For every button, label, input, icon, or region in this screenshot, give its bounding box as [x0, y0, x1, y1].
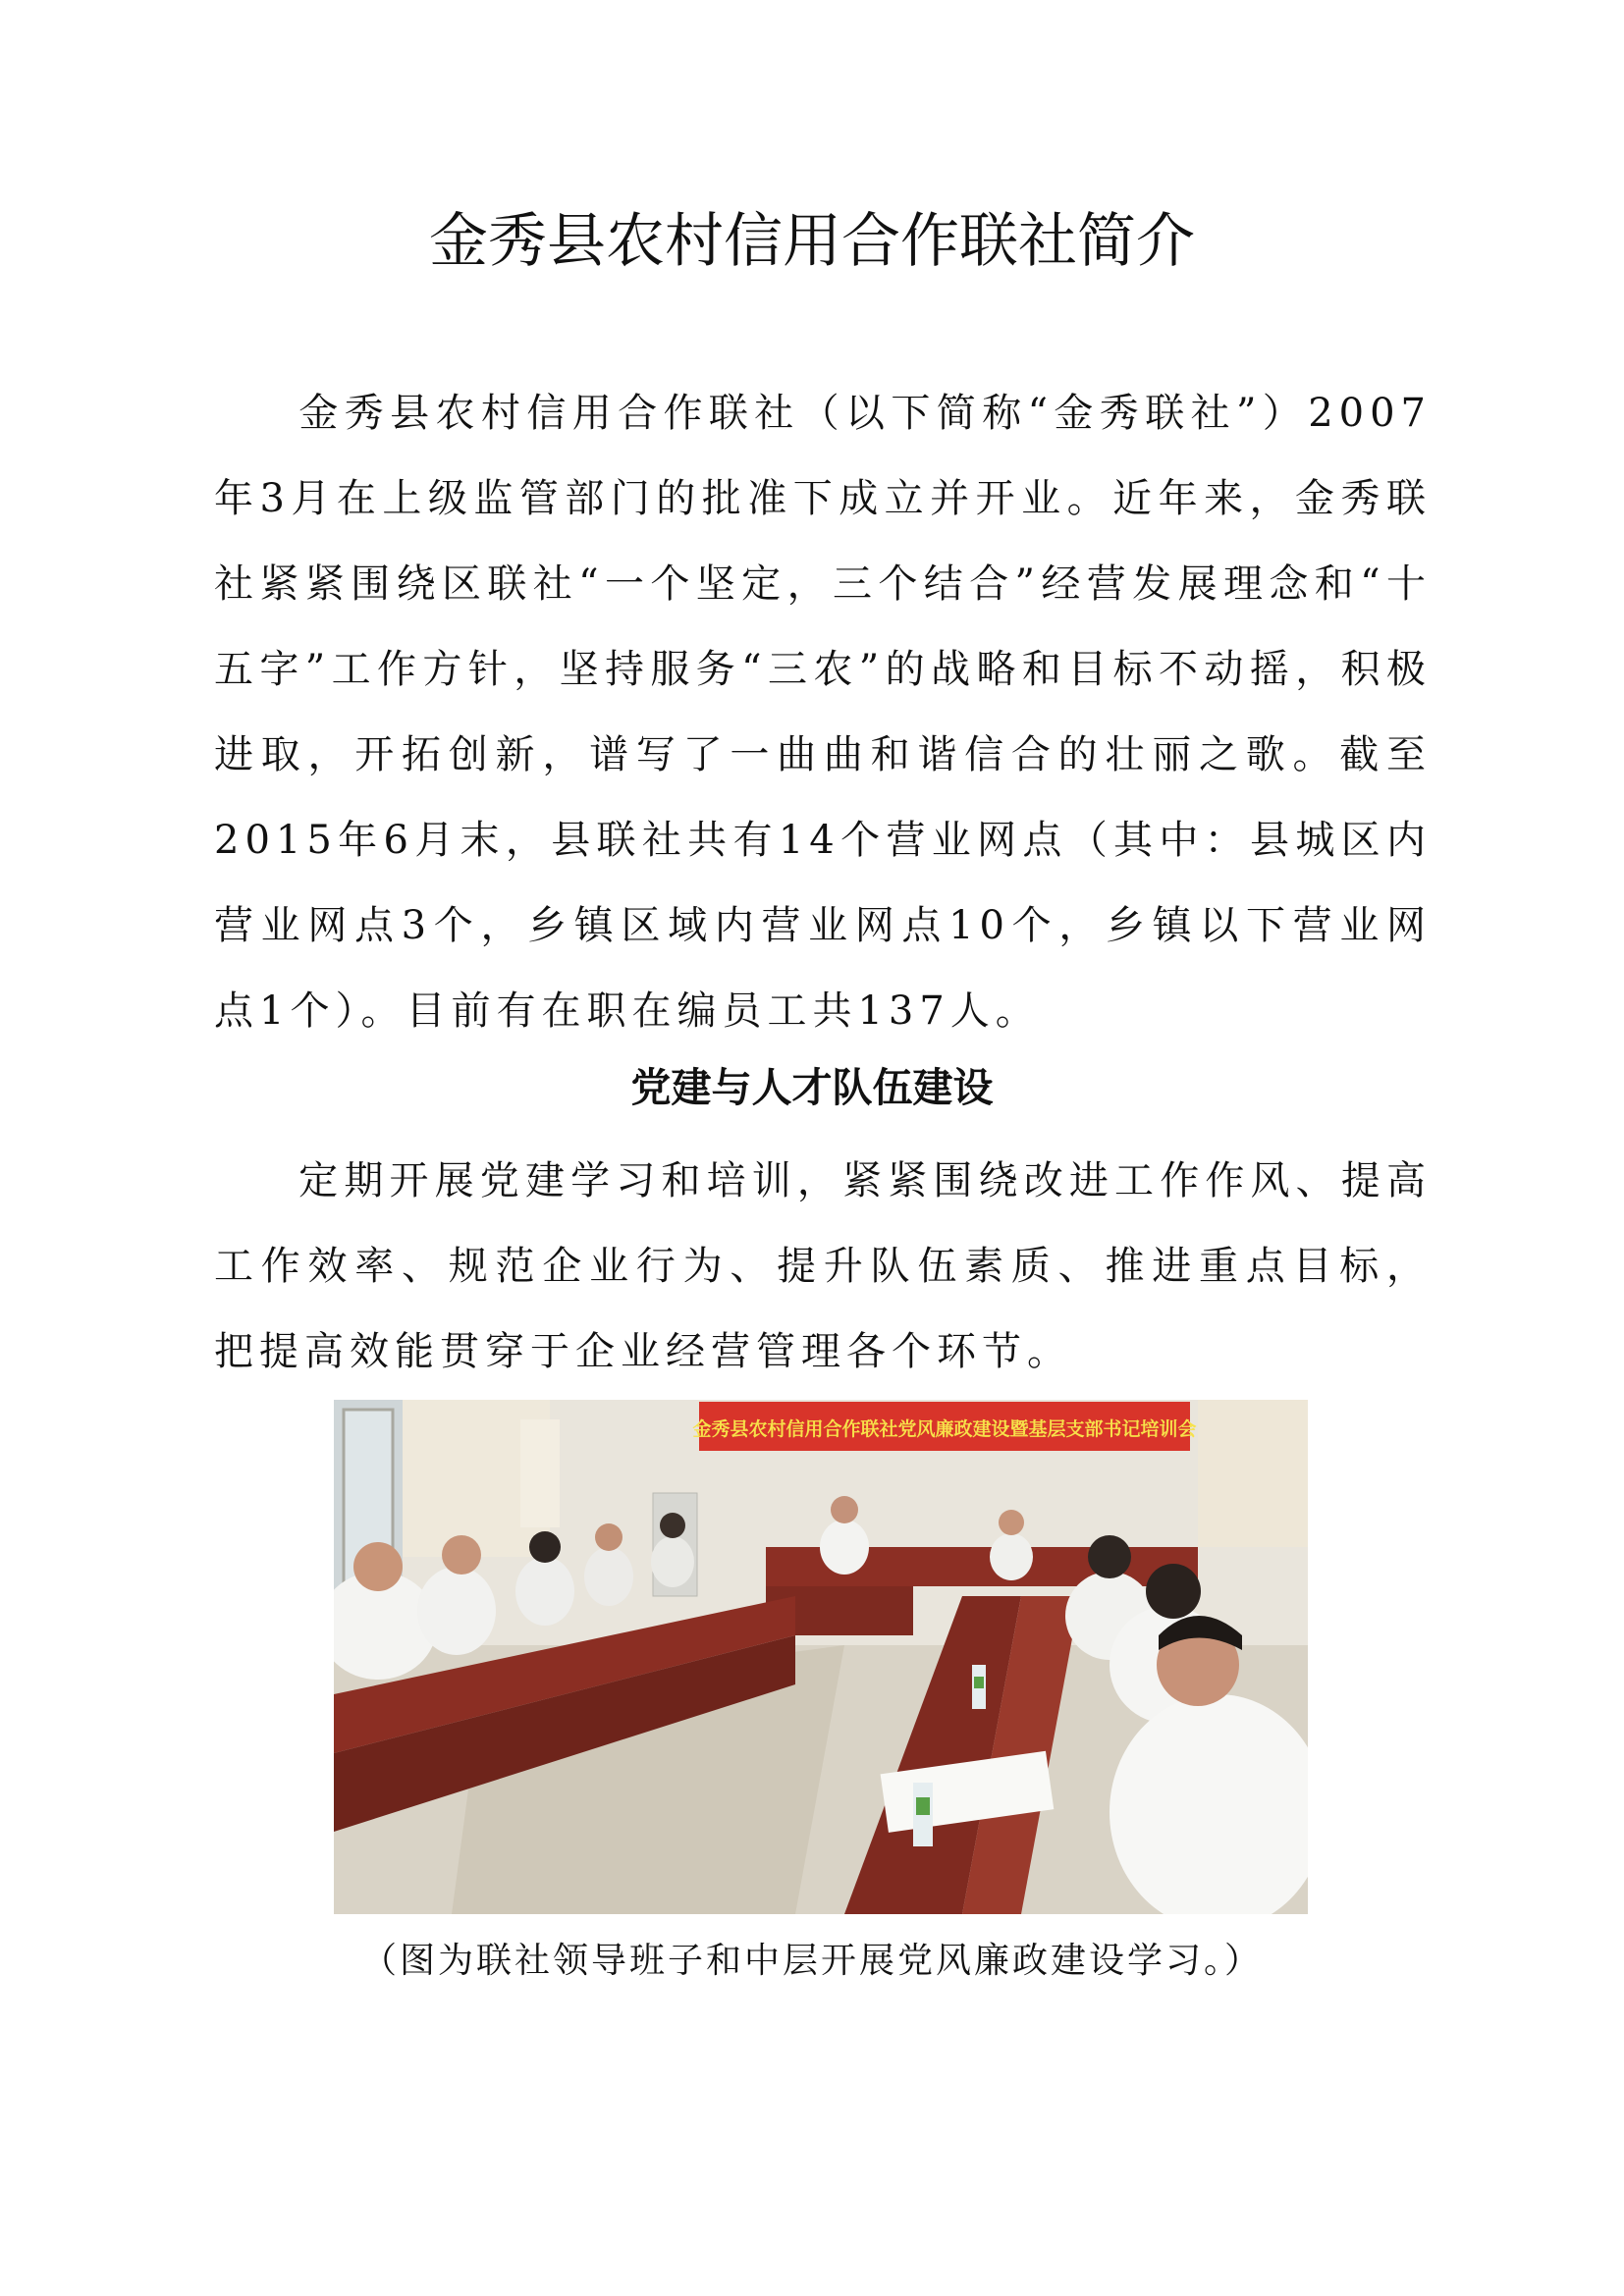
intro-paragraph	[214, 371, 1432, 1054]
intro-paragraph-text: 金秀县农村信用合作联社（以下简称“金秀联社”）2007年3月在上级监管部门的批准下成立并开业。近年来，金秀联社紧紧围绕区联社“一个坚定，三个结合”经营发展理念和“十五字”工作方针，坚持服务“三农”的战略和目标不动摇，积极进取，开拓创新，谱写了一曲曲和谐信合的壮丽之歌。截至2015年6月末，县联社共有14个营业网点（其中：县城区内营业网点3个，乡镇区域内营业网点10个，乡镇以下营业网点1个）。目前有在职在编员工共137人。	[214, 391, 1432, 1034]
meeting-photo	[334, 1400, 1308, 1914]
photo-caption: （图为联社领导班子和中层开展党风廉政建设学习。）	[360, 1941, 1263, 1981]
page-title: 金秀县农村信用合作联社简介	[429, 207, 1195, 276]
meeting-photo-illustration	[334, 1400, 1308, 1914]
section-heading: 党建与人才队伍建设	[630, 1064, 994, 1111]
section-paragraph-text: 定期开展党建学习和培训，紧紧围绕改进工作作风、提高工作效率、规范企业行为、提升队伍素质、推进重点目标，把提高效能贯穿于企业经营管理各个环节。	[214, 1158, 1432, 1374]
section-paragraph	[214, 1139, 1432, 1395]
banner-text: 金秀县农村信用合作联社党风廉政建设暨基层支部书记培训会	[692, 1418, 1197, 1440]
